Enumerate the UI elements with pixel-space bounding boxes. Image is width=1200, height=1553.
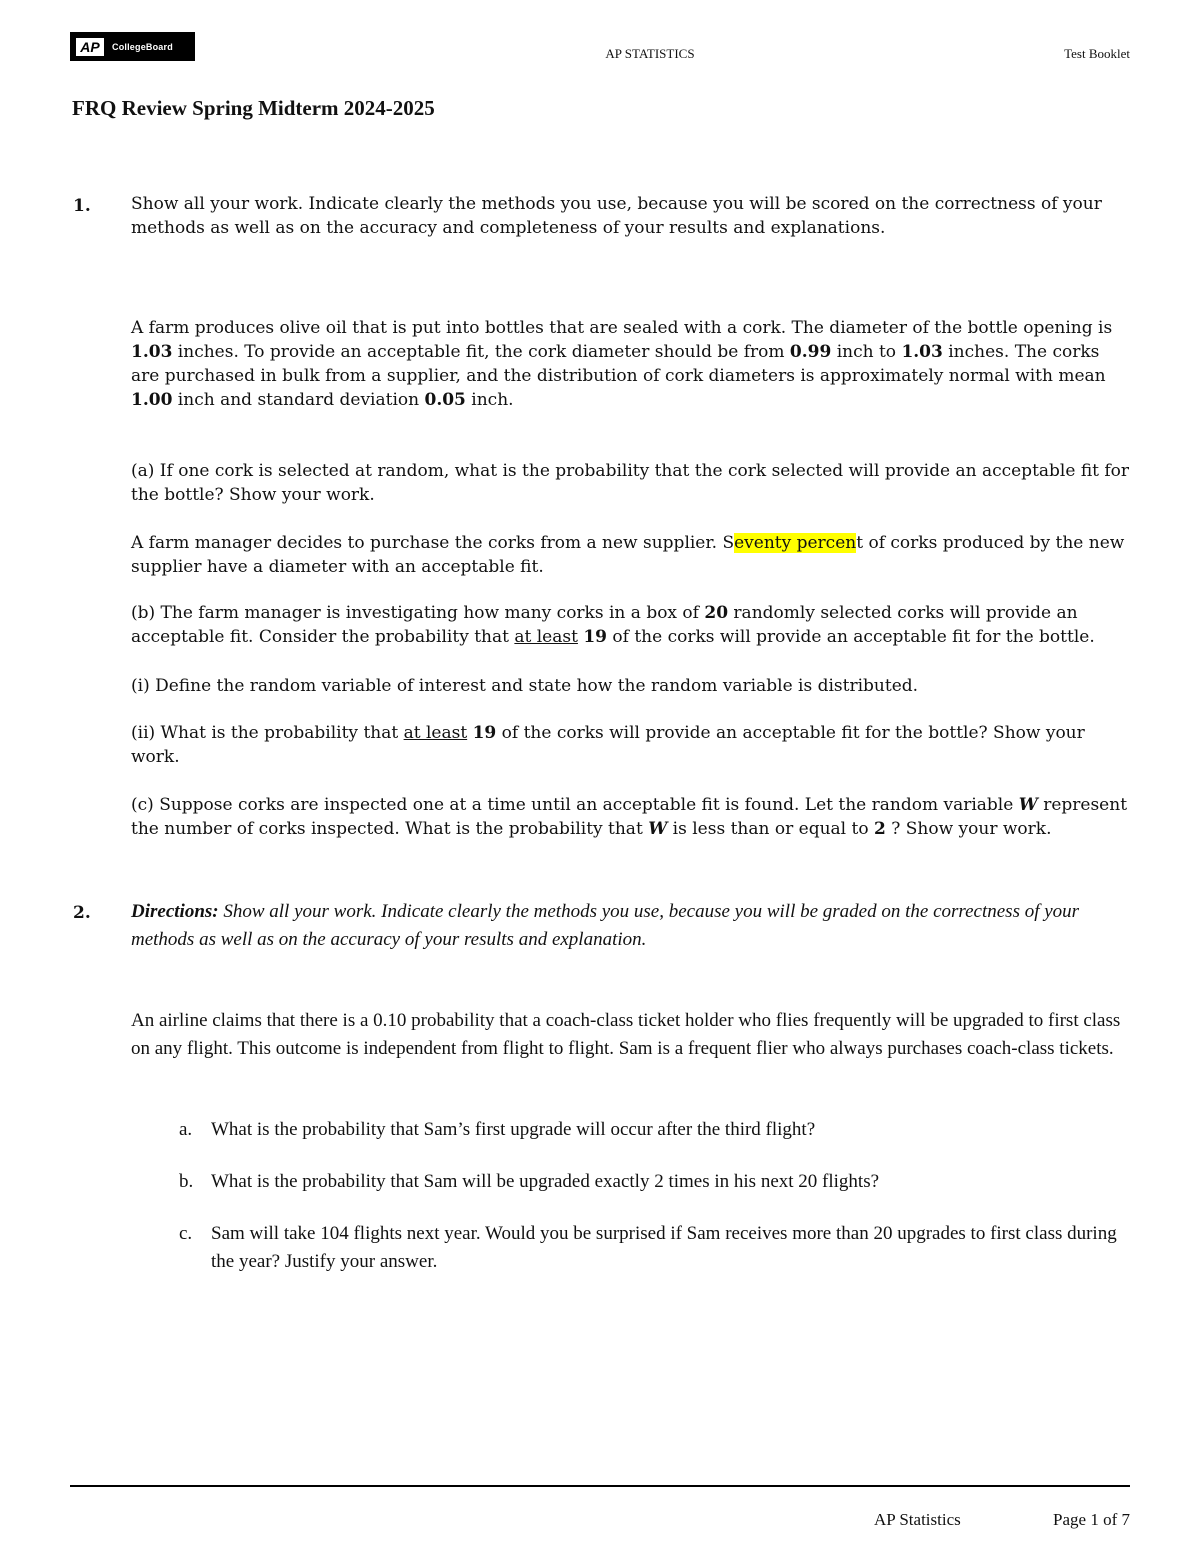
question-1-part-c	[131, 793, 1131, 841]
question-1-part-b	[131, 601, 1131, 649]
part-c-text: ? Show your work.	[885, 819, 1052, 839]
header-subject: AP STATISTICS	[605, 46, 695, 61]
question-2-directions	[131, 898, 1131, 954]
stem-text: inches. To provide an acceptable fit, the cork diameter should be from	[172, 342, 790, 362]
list-item-text: What is the probability that Sam’s first upgrade will occur after the third flight?	[211, 1119, 816, 1140]
min-fit-value: 0.99	[789, 342, 832, 362]
page-title: FRQ Review Spring Midterm 2024-2025	[72, 96, 435, 120]
question-2-stem: An airline claims that there is a 0.10 probability that a coach-class ticket holder who flies frequently will be upgraded to first class on any flight. This outcome is independent from flight to flight. Sam is a frequent flier who always purchases coach-class tickets.	[131, 1010, 1121, 1059]
supplier-text: A farm manager decides to purchase the corks from a new supplier. S	[131, 533, 735, 553]
question-2-number: 2.	[73, 903, 91, 923]
stem-text: inches. The corks are purchased in bulk from a supplier, and the distribution of cork diameters is approximately normal with mean	[131, 342, 1106, 386]
list-item	[179, 1220, 1129, 1276]
question-1-part-b-ii	[131, 721, 1131, 769]
footer-page-number: Page 1 of 7	[1053, 1510, 1130, 1529]
sd-value: 0.05	[424, 390, 466, 410]
question-1-supplier-text	[131, 531, 1131, 579]
bottle-diameter-value: 1.03	[131, 342, 173, 362]
question-1-stem	[131, 316, 1131, 412]
part-b-ii-text: of the corks will provide an acceptable fit for the bottle? Show your work.	[131, 723, 1085, 767]
stem-text: inch.	[465, 390, 514, 410]
collegeboard-wordmark: CollegeBoard	[112, 41, 173, 52]
underlined-text: at least	[403, 723, 468, 743]
at-least-value: 19	[583, 627, 608, 647]
list-marker: c.	[179, 1223, 193, 1244]
part-b-text: randomly selected corks will provide an acceptable fit. Consider the probability that	[131, 603, 1078, 647]
list-item	[179, 1168, 1129, 1196]
list-item	[179, 1116, 1129, 1144]
random-variable-symbol: W	[648, 819, 668, 839]
stem-text: inch and standard deviation	[172, 390, 425, 410]
header-booklet-label: Test Booklet	[1064, 46, 1130, 61]
question-1-part-a: (a) If one cork is selected at random, what is the probability that the cork selected will provide an acceptable fit for the bottle? Show your work.	[131, 461, 1130, 505]
ap-logo-mark: AP	[76, 38, 104, 56]
part-c-text: represent the number of corks inspected. What is the probability that	[131, 795, 1128, 839]
part-c-text: (c) Suppose corks are inspected one at a time until an acceptable fit is found. Let the random variable	[131, 795, 1019, 815]
box-size-value: 20	[704, 603, 729, 623]
part-b-ii-text: (ii) What is the probability that	[131, 723, 404, 743]
underlined-text: at least	[514, 627, 578, 647]
part-c-text: is less than or equal to	[667, 819, 874, 839]
footer-divider	[70, 1485, 1130, 1487]
random-variable-symbol: W	[1018, 795, 1038, 815]
part-b-text: (b) The farm manager is investigating how many corks in a box of	[131, 603, 705, 623]
list-marker: b.	[179, 1171, 194, 1192]
highlighted-text: eventy percen	[734, 533, 857, 553]
question-1-instructions: Show all your work. Indicate clearly the methods you use, because you will be scored on the correctness of your methods as well as on the accuracy and completeness of your results and explanations.	[131, 194, 1102, 238]
list-marker: a.	[179, 1119, 193, 1140]
list-item-text: Sam will take 104 flights next year. Would you be surprised if Sam receives more than 20 upgrades to first class during the year? Justify your answer.	[211, 1223, 1117, 1272]
stem-text: inch to	[831, 342, 902, 362]
question-1-number: 1.	[73, 196, 91, 216]
at-least-value: 19	[472, 723, 497, 743]
stem-text: A farm produces olive oil that is put into bottles that are sealed with a cork. The diameter of the bottle opening is	[131, 318, 1113, 338]
list-item-text: What is the probability that Sam will be upgraded exactly 2 times in his next 20 flights?	[211, 1171, 880, 1192]
footer-course: AP Statistics	[874, 1510, 961, 1529]
supplier-text: t of corks produced by the new supplier have a diameter with an acceptable fit.	[131, 533, 1125, 577]
threshold-value: 2	[873, 819, 886, 839]
part-b-text: of the corks will provide an acceptable fit for the bottle.	[607, 627, 1095, 647]
max-fit-value: 1.03	[901, 342, 943, 362]
directions-text: Show all your work. Indicate clearly the methods you use, because you will be graded on the correctness of your methods as well as on the accuracy of your results and explanation.	[131, 901, 1080, 950]
mean-value: 1.00	[131, 390, 173, 410]
question-1-part-b-i: (i) Define the random variable of interest and state how the random variable is distributed.	[131, 676, 919, 696]
directions-label: Directions:	[131, 901, 219, 922]
